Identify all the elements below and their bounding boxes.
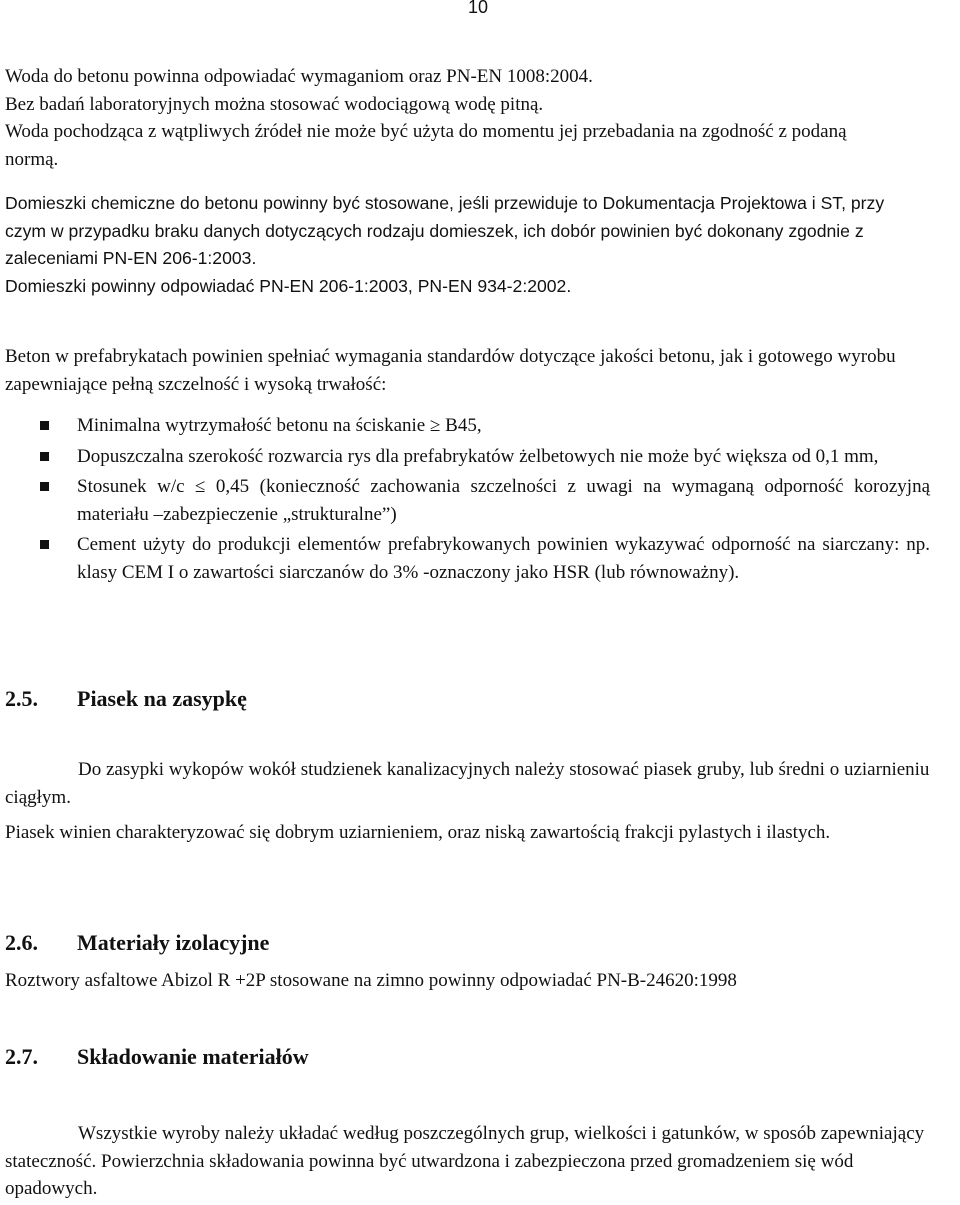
list-item-text: Minimalna wytrzymałość betonu na ściskanie ≥ B45,	[77, 415, 482, 436]
section-heading-2-7	[5, 1044, 309, 1070]
page-number: 10	[468, 0, 489, 17]
insulation-paragraph: Roztwory asfaltowe Abizol R +2P stosowane na zimno powinny odpowiadać PN-B-24620:1998	[5, 970, 737, 991]
section-title: Składowanie materiałów	[77, 1044, 309, 1069]
bullet-icon	[40, 540, 49, 549]
sand-paragraph-1: Do zasypki wykopów wokół studzienek kanalizacyjnych należy stosować piasek gruby, lub średni o uziarnieniu ciągłym.	[5, 759, 930, 808]
admixtures-text: Domieszki chemiczne do betonu powinny być stosowane, jeśli przewiduje to Dokumentacja Projektowa i ST, przy czym w przypadku braku danych dotyczących rodzaju domieszek, ich dobór powinien być dokonany zgodnie z zaleceniami PN-EN 206-1:2003.	[5, 193, 885, 268]
section-number: 2.5.	[5, 686, 38, 711]
section-title: Piasek na zasypkę	[77, 686, 247, 711]
list-item-text: Stosunek w/c ≤ 0,45 (konieczność zachowania szczelności z uwagi na wymaganą odporność korozyjną materiału –zabezpieczenie „strukturalne”)	[77, 476, 930, 525]
admixtures-standards: Domieszki powinny odpowiadać PN-EN 206-1:2003, PN-EN 934-2:2002.	[5, 275, 572, 296]
requirements-list	[40, 412, 930, 589]
bullet-icon	[40, 482, 49, 491]
water-line-1: Woda do betonu powinna odpowiadać wymaganiom oraz PN-EN 1008:2004.	[5, 66, 593, 87]
section-title: Materiały izolacyjne	[77, 930, 270, 955]
list-item	[40, 443, 930, 471]
list-item	[40, 473, 930, 528]
prefab-intro: Beton w prefabrykatach powinien spełniać wymagania standardów dotyczące jakości betonu, jak i gotowego wyrobu zapewniające pełną szczelność i wysoką trwałość:	[5, 346, 896, 395]
list-item-text: Cement użyty do produkcji elementów prefabrykowanych powinien wykazywać odporność na siarczany: np. klasy CEM I o zawartości siarczanów do 3% -oznaczony jako HSR (lub równoważny).	[77, 534, 930, 583]
bullet-icon	[40, 452, 49, 461]
list-item	[40, 531, 930, 586]
section-number: 2.7.	[5, 1044, 38, 1069]
list-item-text: Dopuszczalna szerokość rozwarcia rys dla prefabrykatów żelbetowych nie może być większa od 0,1 mm,	[77, 445, 879, 467]
bullet-icon	[40, 421, 49, 430]
section-number: 2.6.	[5, 930, 38, 955]
list-item	[40, 412, 930, 440]
water-line-3: Woda pochodząca z wątpliwych źródeł nie może być użyta do momentu jej przebadania na zgodność z podaną normą.	[5, 121, 847, 170]
section-heading-2-6	[5, 930, 269, 956]
sand-paragraph-2: Piasek winien charakteryzować się dobrym uziarnieniem, oraz niską zawartością frakcji pylastych i ilastych.	[5, 822, 831, 843]
water-line-2: Bez badań laboratoryjnych można stosować wodociągową wodę pitną.	[5, 93, 544, 115]
section-heading-2-5	[5, 686, 247, 712]
water-paragraph	[5, 63, 885, 173]
admixtures-paragraph	[5, 190, 910, 300]
storage-paragraph: Wszystkie wyroby należy układać według poszczególnych grup, wielkości i gatunków, w sposób zapewniający stateczność. Powierzchnia składowania powinna być utwardzona i zabezpieczona przed gromadzeniem się wód opadowych.	[5, 1123, 925, 1199]
